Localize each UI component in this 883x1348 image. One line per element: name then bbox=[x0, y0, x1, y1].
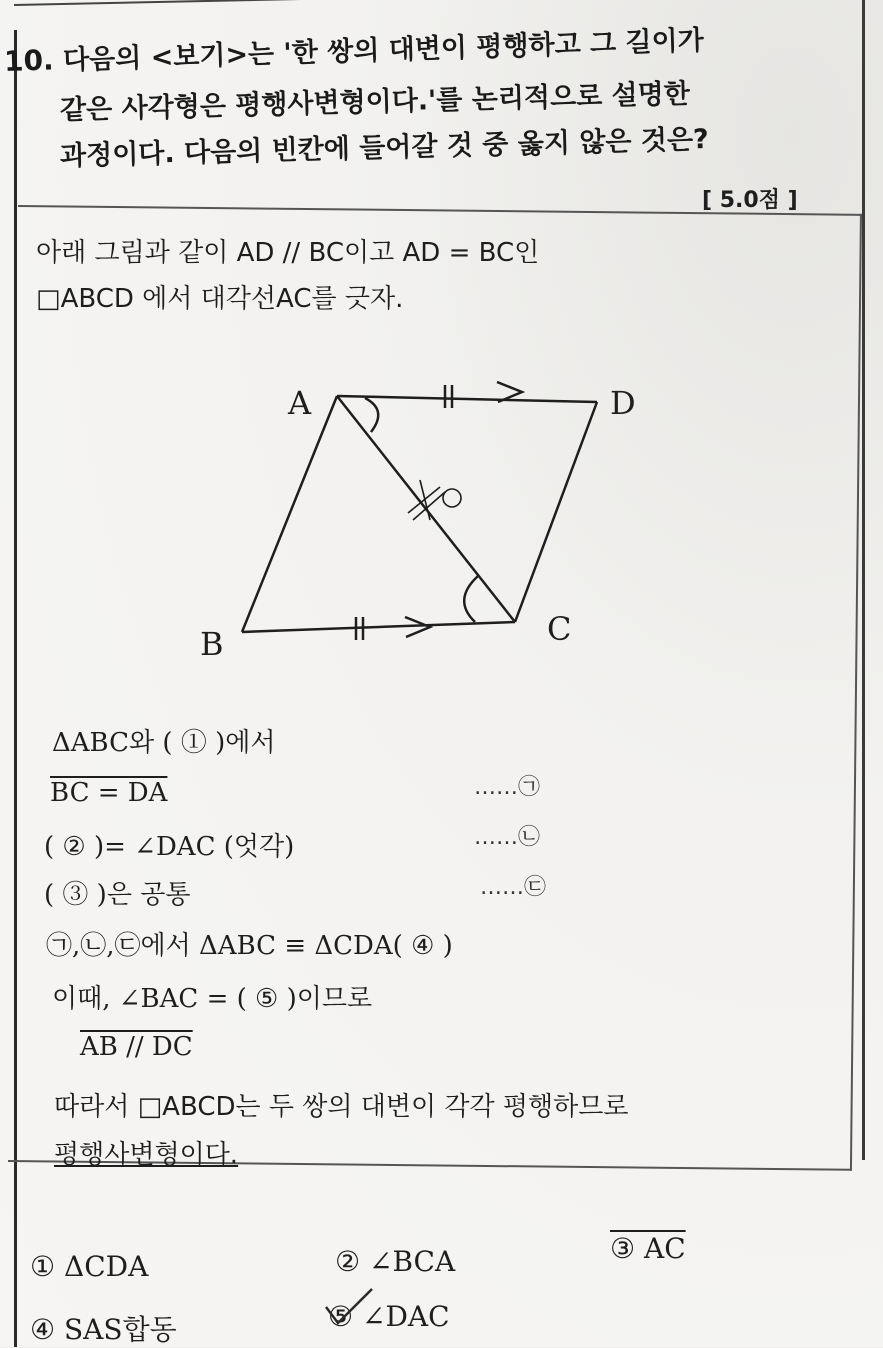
vertex-label-a: A bbox=[288, 384, 312, 422]
choice-2[interactable]: ② ∠BCA bbox=[335, 1245, 456, 1278]
vertex-label-b: B bbox=[200, 625, 224, 663]
proof-line-6: 이때, ∠BAC = ( ⑤ )이므로 bbox=[52, 984, 373, 1014]
proof-line-4: ( ③ )은 공통 bbox=[44, 880, 191, 910]
vertex-label-c: C bbox=[547, 610, 572, 648]
side-ad bbox=[337, 396, 597, 402]
proof-line-1: ΔABC와 ( ① )에서 bbox=[52, 728, 276, 758]
side-ba bbox=[242, 396, 337, 632]
box-intro-line-2: □ABCD 에서 대각선AC를 긋자. bbox=[36, 284, 404, 314]
question-text-3: 과정이다. 다음의 빈칸에 들어갈 것 중 옳지 않은 것은? bbox=[59, 124, 710, 172]
proof-line-5: ㉠,㉡,㉢에서 ΔABC ≡ ΔCDA( ④ ) bbox=[46, 931, 453, 961]
vertex-label-d: D bbox=[610, 384, 636, 422]
proof-line-3: ( ② )= ∠DAC (엇각) bbox=[44, 832, 295, 862]
question-number: 10. bbox=[3, 43, 55, 78]
proof-mark-3: ……㉢ bbox=[480, 875, 547, 900]
proof-mark-2: ……㉡ bbox=[474, 825, 541, 850]
choice-4[interactable]: ④ SAS합동 bbox=[30, 1313, 177, 1346]
angle-arc-a bbox=[365, 398, 378, 432]
choice-1[interactable]: ① ΔCDA bbox=[30, 1250, 149, 1283]
box-intro-line-1: 아래 그림과 같이 AD // BC이고 AD = BC인 bbox=[36, 238, 540, 268]
angle-arc-c bbox=[464, 576, 478, 622]
proof-line-2: BC = DA bbox=[50, 778, 168, 808]
proof-line-8: 따라서 □ABCD는 두 쌍의 대변이 각각 평행하므로 bbox=[54, 1092, 629, 1122]
checkmark-icon bbox=[320, 1285, 380, 1335]
proof-line-9: 평행사변형이다. bbox=[54, 1140, 239, 1170]
proof-mark-1: ……㉠ bbox=[474, 775, 541, 800]
points-label: [ 5.0점 ] bbox=[702, 188, 798, 213]
question-text-1: 다음의 <보기>는 '한 쌍의 대변이 평행하고 그 길이가 bbox=[62, 25, 705, 77]
side-cb bbox=[242, 622, 515, 632]
choice-5[interactable]: ⑤ ∠DAC bbox=[328, 1300, 450, 1333]
proof-line-7: AB // DC bbox=[80, 1032, 193, 1062]
scribble-circle bbox=[443, 489, 461, 507]
question-text-2: 같은 사각형은 평행사변형이다.'를 논리적으로 설명한 bbox=[59, 78, 691, 126]
side-dc bbox=[515, 402, 597, 622]
scribble-3 bbox=[420, 480, 430, 520]
choice-3[interactable]: ③ AC bbox=[610, 1232, 686, 1265]
